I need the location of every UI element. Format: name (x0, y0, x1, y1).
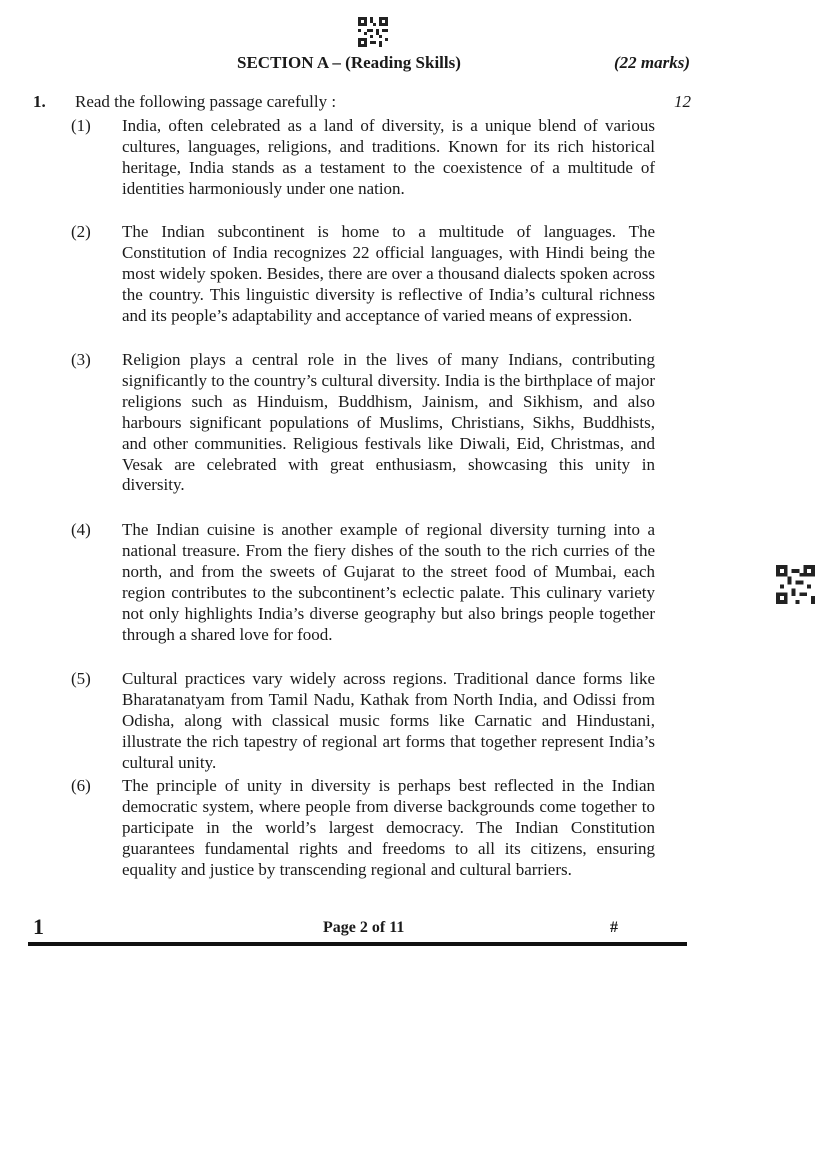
paragraph-text: The principle of unity in diversity is perhaps best reflected in the Indian democratic system, where people from diverse backgrounds come together to participate in the world’s largest democracy. The Indian Constitution guarantees fundamental rights and freedoms to all its citizens, ensuring equality and justice by transcending regional and cultural barriers. (122, 776, 655, 879)
paragraph-text: Religion plays a central role in the lives of many Indians, contributing significantly to the country’s cultural diversity. India is the birthplace of major religions such as Hinduism, Buddhism, Jainism, and Sikhism, and also harbours significant populations of Muslims, Christians, Sikhs, Buddhists, and other communities. Religious festivals like Diwali, Eid, Christmas, and Vesak are celebrated with great enthusiasm, showcasing this unity in diversity. (122, 350, 655, 495)
paragraph-number: (2) (71, 222, 91, 241)
section-title: SECTION A – (Reading Skills) (237, 53, 461, 72)
section-marks: (22 marks) (613, 53, 690, 72)
footer-divider (28, 942, 687, 946)
paragraph-text: The Indian subcontinent is home to a multitude of languages. The Constitution of India recognizes 22 official languages, with Hindi being the most widely spoken. Besides, there are over a thousand dialects spoken across the country. This linguistic diversity is reflective of India’s cultural richness and its people’s adaptability and acceptance of varied means of expression. (122, 222, 655, 325)
paragraph-number: (6) (71, 776, 91, 795)
paragraph-number: (4) (71, 520, 91, 539)
question-marks: 12 (674, 92, 691, 111)
qr-code-icon (775, 565, 816, 604)
paragraph-number: (3) (71, 350, 91, 369)
qr-code-icon (358, 17, 388, 47)
paragraph-text: India, often celebrated as a land of diversity, is a unique blend of various cultures, languages, religions, and traditions. Known for its rich historical heritage, India stands as a testament to the coexistence of a multitude of identities harmoniously under one nation. (122, 116, 655, 198)
question-prompt: Read the following passage carefully : (75, 92, 337, 111)
paragraph-number: (5) (71, 669, 91, 688)
paragraph-text: The Indian cuisine is another example of regional diversity turning into a national treasure. From the fiery dishes of the south to the rich curries of the north, and from the sweets of Gujarat to the street food of Mumbai, each region contributes to the subcontinent’s eclectic palate. This culinary variety not only highlights India’s diverse geography but also brings people together through a shared love for food. (122, 520, 655, 644)
paragraph-text: Cultural practices vary widely across regions. Traditional dance forms like Bharatanatyam from Tamil Nadu, Kathak from North India, and Odissi from Odisha, along with classical music forms like Carnatic and Hindustani, illustrate the rich tapestry of regional art forms that together represent India’s cultural unity. (122, 669, 655, 772)
footer-set-number: 1 (33, 914, 44, 939)
page-number: Page 2 of 11 (323, 919, 405, 936)
footer-mark: # (610, 919, 618, 936)
paragraph-number: (1) (71, 116, 91, 135)
question-number: 1. (33, 92, 46, 111)
